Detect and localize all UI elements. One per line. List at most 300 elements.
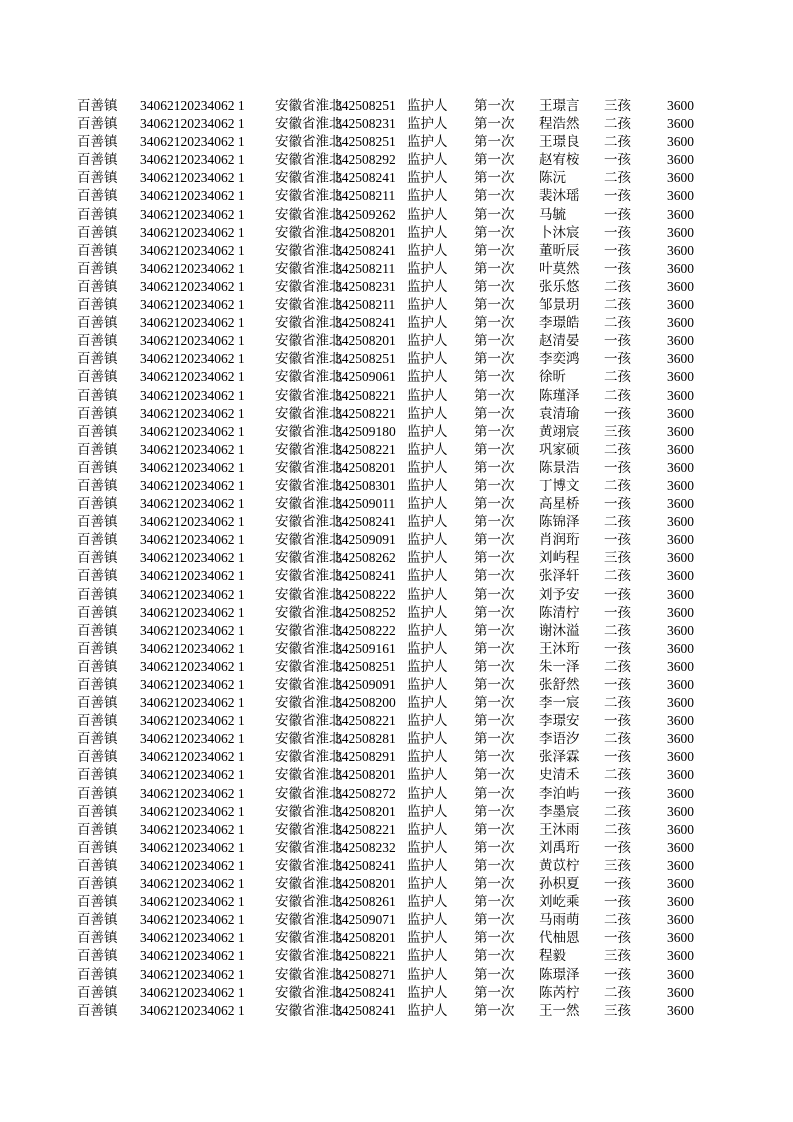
child-name-cell: 邹景玥 xyxy=(539,297,580,314)
amount-cell: 3600 xyxy=(667,333,694,349)
address-cell: 安徽省淮北 xyxy=(275,839,343,856)
birth-order-cell: 二孩 xyxy=(604,278,631,295)
table-row xyxy=(0,622,793,640)
code-cell: 34062120234062 1 xyxy=(140,387,245,403)
address-cell: 安徽省淮北 xyxy=(275,894,343,911)
table-row xyxy=(0,115,793,133)
role-cell: 监护人 xyxy=(407,477,448,494)
table-row xyxy=(0,350,793,368)
child-name-cell: 王一然 xyxy=(539,1002,580,1019)
table-row xyxy=(0,586,793,604)
table-row xyxy=(0,857,793,875)
table-row xyxy=(0,748,793,766)
role-cell: 监护人 xyxy=(407,170,448,187)
id-number-cell: 342508211 xyxy=(335,188,396,204)
role-cell: 监护人 xyxy=(407,459,448,476)
birth-order-cell: 一孩 xyxy=(604,894,631,911)
id-number-cell: 342508222 xyxy=(335,586,396,602)
birth-order-cell: 二孩 xyxy=(604,297,631,314)
id-number-cell: 342508201 xyxy=(335,930,396,946)
times-cell: 第一次 xyxy=(474,134,515,151)
birth-order-cell: 一孩 xyxy=(604,242,631,259)
id-number-cell: 342508211 xyxy=(335,297,396,313)
role-cell: 监护人 xyxy=(407,876,448,893)
table-row xyxy=(0,97,793,115)
role-cell: 监护人 xyxy=(407,423,448,440)
table-row xyxy=(0,260,793,278)
town-cell: 百善镇 xyxy=(77,188,118,205)
address-cell: 安徽省淮北 xyxy=(275,224,343,241)
address-cell: 安徽省淮北 xyxy=(275,423,343,440)
id-number-cell: 342508261 xyxy=(335,894,396,910)
table-row xyxy=(0,133,793,151)
table-row xyxy=(0,278,793,296)
address-cell: 安徽省淮北 xyxy=(275,387,343,404)
address-cell: 安徽省淮北 xyxy=(275,622,343,639)
town-cell: 百善镇 xyxy=(77,568,118,585)
role-cell: 监护人 xyxy=(407,514,448,531)
address-cell: 安徽省淮北 xyxy=(275,767,343,784)
code-cell: 34062120234062 1 xyxy=(140,514,245,530)
address-cell: 安徽省淮北 xyxy=(275,315,343,332)
id-number-cell: 342508251 xyxy=(335,98,396,113)
birth-order-cell: 一孩 xyxy=(604,713,631,730)
code-cell: 34062120234062 1 xyxy=(140,152,245,168)
address-cell: 安徽省淮北 xyxy=(275,677,343,693)
address-cell: 安徽省淮北 xyxy=(275,333,343,350)
town-cell: 百善镇 xyxy=(77,532,118,549)
amount-cell: 3600 xyxy=(667,749,694,765)
table-row xyxy=(0,694,793,712)
table-row xyxy=(0,839,793,857)
code-cell: 34062120234062 1 xyxy=(140,550,245,566)
amount-cell: 3600 xyxy=(667,459,694,475)
address-cell: 安徽省淮北 xyxy=(275,604,343,621)
role-cell: 监护人 xyxy=(407,767,448,784)
amount-cell: 3600 xyxy=(667,550,694,566)
times-cell: 第一次 xyxy=(474,966,515,983)
table-row xyxy=(0,477,793,495)
table-row xyxy=(0,984,793,1002)
role-cell: 监护人 xyxy=(407,677,448,693)
table-row xyxy=(0,314,793,332)
child-name-cell: 赵宥桉 xyxy=(539,152,580,169)
birth-order-cell: 二孩 xyxy=(604,170,631,187)
table-row xyxy=(0,785,793,803)
role-cell: 监护人 xyxy=(407,297,448,314)
role-cell: 监护人 xyxy=(407,966,448,983)
code-cell: 34062120234062 1 xyxy=(140,242,245,258)
times-cell: 第一次 xyxy=(474,640,515,657)
address-cell: 安徽省淮北 xyxy=(275,803,343,820)
amount-cell: 3600 xyxy=(667,532,694,548)
id-number-cell: 342508231 xyxy=(335,116,396,132)
town-cell: 百善镇 xyxy=(77,640,118,657)
table-row xyxy=(0,423,793,441)
town-cell: 百善镇 xyxy=(77,604,118,621)
role-cell: 监护人 xyxy=(407,803,448,820)
birth-order-cell: 一孩 xyxy=(604,640,631,657)
town-cell: 百善镇 xyxy=(77,767,118,784)
id-number-cell: 342508221 xyxy=(335,405,396,421)
town-cell: 百善镇 xyxy=(77,170,118,187)
town-cell: 百善镇 xyxy=(77,116,118,133)
child-name-cell: 陈沅 xyxy=(539,170,566,187)
child-name-cell: 朱一泽 xyxy=(539,658,580,675)
code-cell: 34062120234062 1 xyxy=(140,405,245,421)
times-cell: 第一次 xyxy=(474,224,515,241)
birth-order-cell: 二孩 xyxy=(604,387,631,404)
birth-order-cell: 三孩 xyxy=(604,857,631,874)
amount-cell: 3600 xyxy=(667,170,694,186)
address-cell: 安徽省淮北 xyxy=(275,749,343,766)
address-cell: 安徽省淮北 xyxy=(275,188,343,205)
id-number-cell: 342508241 xyxy=(335,984,396,1000)
town-cell: 百善镇 xyxy=(77,242,118,259)
amount-cell: 3600 xyxy=(667,224,694,240)
amount-cell: 3600 xyxy=(667,496,694,512)
times-cell: 第一次 xyxy=(474,695,515,712)
amount-cell: 3600 xyxy=(667,1002,694,1018)
table-row xyxy=(0,966,793,984)
id-number-cell: 342508201 xyxy=(335,767,396,783)
code-cell: 34062120234062 1 xyxy=(140,839,245,855)
role-cell: 监护人 xyxy=(407,98,448,114)
birth-order-cell: 一孩 xyxy=(604,206,631,223)
role-cell: 监护人 xyxy=(407,604,448,621)
child-name-cell: 程毅 xyxy=(539,948,566,965)
id-number-cell: 342508200 xyxy=(335,695,396,711)
amount-cell: 3600 xyxy=(667,514,694,530)
amount-cell: 3600 xyxy=(667,713,694,729)
table-row xyxy=(0,224,793,242)
child-name-cell: 李泊屿 xyxy=(539,785,580,802)
id-number-cell: 342508281 xyxy=(335,731,396,747)
id-number-cell: 342508201 xyxy=(335,459,396,475)
address-cell: 安徽省淮北 xyxy=(275,351,343,368)
times-cell: 第一次 xyxy=(474,821,515,838)
birth-order-cell: 三孩 xyxy=(604,948,631,965)
town-cell: 百善镇 xyxy=(77,876,118,893)
times-cell: 第一次 xyxy=(474,857,515,874)
table-row xyxy=(0,803,793,821)
id-number-cell: 342508241 xyxy=(335,315,396,331)
times-cell: 第一次 xyxy=(474,839,515,856)
code-cell: 34062120234062 1 xyxy=(140,984,245,1000)
times-cell: 第一次 xyxy=(474,206,515,223)
town-cell: 百善镇 xyxy=(77,695,118,712)
child-name-cell: 李语汐 xyxy=(539,731,580,748)
role-cell: 监护人 xyxy=(407,369,448,386)
table-row xyxy=(0,893,793,911)
address-cell: 安徽省淮北 xyxy=(275,568,343,585)
amount-cell: 3600 xyxy=(667,731,694,747)
code-cell: 34062120234062 1 xyxy=(140,206,245,222)
times-cell: 第一次 xyxy=(474,550,515,567)
amount-cell: 3600 xyxy=(667,821,694,837)
role-cell: 监护人 xyxy=(407,984,448,1001)
amount-cell: 3600 xyxy=(667,984,694,1000)
role-cell: 监护人 xyxy=(407,206,448,223)
address-cell: 安徽省淮北 xyxy=(275,98,343,114)
address-cell: 安徽省淮北 xyxy=(275,984,343,1001)
child-name-cell: 张泽霖 xyxy=(539,749,580,766)
child-name-cell: 肖润珩 xyxy=(539,532,580,549)
birth-order-cell: 二孩 xyxy=(604,116,631,133)
birth-order-cell: 二孩 xyxy=(604,441,631,458)
address-cell: 安徽省淮北 xyxy=(275,134,343,151)
birth-order-cell: 三孩 xyxy=(604,423,631,440)
child-name-cell: 王璟言 xyxy=(539,98,580,114)
id-number-cell: 342509091 xyxy=(335,677,396,692)
code-cell: 34062120234062 1 xyxy=(140,966,245,982)
amount-cell: 3600 xyxy=(667,857,694,873)
id-number-cell: 342508221 xyxy=(335,713,396,729)
town-cell: 百善镇 xyxy=(77,966,118,983)
town-cell: 百善镇 xyxy=(77,713,118,730)
child-name-cell: 陈清柠 xyxy=(539,604,580,621)
times-cell: 第一次 xyxy=(474,568,515,585)
amount-cell: 3600 xyxy=(667,315,694,331)
id-number-cell: 342508201 xyxy=(335,224,396,240)
birth-order-cell: 二孩 xyxy=(604,658,631,675)
town-cell: 百善镇 xyxy=(77,785,118,802)
role-cell: 监护人 xyxy=(407,260,448,277)
birth-order-cell: 一孩 xyxy=(604,459,631,476)
birth-order-cell: 一孩 xyxy=(604,604,631,621)
id-number-cell: 342508241 xyxy=(335,568,396,584)
birth-order-cell: 二孩 xyxy=(604,803,631,820)
id-number-cell: 342508262 xyxy=(335,550,396,566)
child-name-cell: 丁博文 xyxy=(539,477,580,494)
town-cell: 百善镇 xyxy=(77,441,118,458)
address-cell: 安徽省淮北 xyxy=(275,152,343,169)
code-cell: 34062120234062 1 xyxy=(140,116,245,132)
role-cell: 监护人 xyxy=(407,188,448,205)
town-cell: 百善镇 xyxy=(77,496,118,513)
role-cell: 监护人 xyxy=(407,948,448,965)
times-cell: 第一次 xyxy=(474,98,515,114)
amount-cell: 3600 xyxy=(667,369,694,385)
code-cell: 34062120234062 1 xyxy=(140,134,245,150)
table-row xyxy=(0,766,793,784)
town-cell: 百善镇 xyxy=(77,387,118,404)
times-cell: 第一次 xyxy=(474,387,515,404)
birth-order-cell: 二孩 xyxy=(604,767,631,784)
table-row xyxy=(0,296,793,314)
amount-cell: 3600 xyxy=(667,586,694,602)
code-cell: 34062120234062 1 xyxy=(140,604,245,620)
role-cell: 监护人 xyxy=(407,387,448,404)
amount-cell: 3600 xyxy=(667,966,694,982)
child-name-cell: 史清禾 xyxy=(539,767,580,784)
role-cell: 监护人 xyxy=(407,441,448,458)
town-cell: 百善镇 xyxy=(77,297,118,314)
address-cell: 安徽省淮北 xyxy=(275,930,343,947)
town-cell: 百善镇 xyxy=(77,315,118,332)
role-cell: 监护人 xyxy=(407,315,448,332)
amount-cell: 3600 xyxy=(667,948,694,964)
role-cell: 监护人 xyxy=(407,116,448,133)
id-number-cell: 342508241 xyxy=(335,1002,396,1018)
code-cell: 34062120234062 1 xyxy=(140,188,245,204)
child-name-cell: 孙枳夏 xyxy=(539,876,580,893)
amount-cell: 3600 xyxy=(667,785,694,801)
child-name-cell: 代柚恩 xyxy=(539,930,580,947)
address-cell: 安徽省淮北 xyxy=(275,477,343,494)
role-cell: 监护人 xyxy=(407,930,448,947)
town-cell: 百善镇 xyxy=(77,224,118,241)
id-number-cell: 342508252 xyxy=(335,604,396,620)
birth-order-cell: 二孩 xyxy=(604,622,631,639)
amount-cell: 3600 xyxy=(667,658,694,674)
code-cell: 34062120234062 1 xyxy=(140,369,245,385)
role-cell: 监护人 xyxy=(407,640,448,657)
id-number-cell: 342509161 xyxy=(335,640,396,656)
town-cell: 百善镇 xyxy=(77,677,118,693)
amount-cell: 3600 xyxy=(667,206,694,222)
address-cell: 安徽省淮北 xyxy=(275,948,343,965)
child-name-cell: 李璟安 xyxy=(539,713,580,730)
id-number-cell: 342508241 xyxy=(335,242,396,258)
town-cell: 百善镇 xyxy=(77,821,118,838)
times-cell: 第一次 xyxy=(474,894,515,911)
id-number-cell: 342509071 xyxy=(335,912,396,928)
child-name-cell: 卜沐宸 xyxy=(539,224,580,241)
code-cell: 34062120234062 1 xyxy=(140,278,245,294)
role-cell: 监护人 xyxy=(407,839,448,856)
code-cell: 34062120234062 1 xyxy=(140,315,245,331)
child-name-cell: 王璟良 xyxy=(539,134,580,151)
amount-cell: 3600 xyxy=(667,894,694,910)
birth-order-cell: 二孩 xyxy=(604,984,631,1001)
id-number-cell: 342508291 xyxy=(335,749,396,765)
id-number-cell: 342508301 xyxy=(335,477,396,493)
role-cell: 监护人 xyxy=(407,821,448,838)
id-number-cell: 342508241 xyxy=(335,857,396,873)
code-cell: 34062120234062 1 xyxy=(140,948,245,964)
code-cell: 34062120234062 1 xyxy=(140,459,245,475)
child-name-cell: 裴沐瑶 xyxy=(539,188,580,205)
data-sheet xyxy=(0,97,793,1020)
child-name-cell: 高星桥 xyxy=(539,496,580,513)
id-number-cell: 342508251 xyxy=(335,658,396,674)
id-number-cell: 342508292 xyxy=(335,152,396,168)
role-cell: 监护人 xyxy=(407,785,448,802)
child-name-cell: 李墨宸 xyxy=(539,803,580,820)
birth-order-cell: 一孩 xyxy=(604,496,631,513)
times-cell: 第一次 xyxy=(474,677,515,693)
amount-cell: 3600 xyxy=(667,134,694,150)
code-cell: 34062120234062 1 xyxy=(140,477,245,493)
amount-cell: 3600 xyxy=(667,695,694,711)
table-row xyxy=(0,242,793,260)
code-cell: 34062120234062 1 xyxy=(140,803,245,819)
address-cell: 安徽省淮北 xyxy=(275,912,343,929)
code-cell: 34062120234062 1 xyxy=(140,677,245,692)
child-name-cell: 刘予安 xyxy=(539,586,580,603)
child-name-cell: 刘屿程 xyxy=(539,550,580,567)
id-number-cell: 342508232 xyxy=(335,839,396,855)
amount-cell: 3600 xyxy=(667,297,694,313)
code-cell: 34062120234062 1 xyxy=(140,876,245,892)
code-cell: 34062120234062 1 xyxy=(140,441,245,457)
birth-order-cell: 二孩 xyxy=(604,568,631,585)
table-row xyxy=(0,821,793,839)
times-cell: 第一次 xyxy=(474,912,515,929)
times-cell: 第一次 xyxy=(474,351,515,368)
birth-order-cell: 二孩 xyxy=(604,821,631,838)
amount-cell: 3600 xyxy=(667,604,694,620)
child-name-cell: 王沐雨 xyxy=(539,821,580,838)
child-name-cell: 张泽轩 xyxy=(539,568,580,585)
town-cell: 百善镇 xyxy=(77,658,118,675)
town-cell: 百善镇 xyxy=(77,333,118,350)
town-cell: 百善镇 xyxy=(77,459,118,476)
id-number-cell: 342508251 xyxy=(335,351,396,367)
code-cell: 34062120234062 1 xyxy=(140,749,245,765)
address-cell: 安徽省淮北 xyxy=(275,459,343,476)
table-row xyxy=(0,549,793,567)
town-cell: 百善镇 xyxy=(77,134,118,151)
role-cell: 监护人 xyxy=(407,857,448,874)
times-cell: 第一次 xyxy=(474,984,515,1001)
town-cell: 百善镇 xyxy=(77,152,118,169)
child-name-cell: 黄苡柠 xyxy=(539,857,580,874)
address-cell: 安徽省淮北 xyxy=(275,876,343,893)
town-cell: 百善镇 xyxy=(77,260,118,277)
code-cell: 34062120234062 1 xyxy=(140,821,245,837)
address-cell: 安徽省淮北 xyxy=(275,170,343,187)
child-name-cell: 黄翊宸 xyxy=(539,423,580,440)
address-cell: 安徽省淮北 xyxy=(275,405,343,422)
times-cell: 第一次 xyxy=(474,1002,515,1019)
id-number-cell: 342508221 xyxy=(335,441,396,457)
town-cell: 百善镇 xyxy=(77,351,118,368)
code-cell: 34062120234062 1 xyxy=(140,1002,245,1018)
amount-cell: 3600 xyxy=(667,188,694,204)
address-cell: 安徽省淮北 xyxy=(275,550,343,567)
role-cell: 监护人 xyxy=(407,351,448,368)
address-cell: 安徽省淮北 xyxy=(275,496,343,513)
child-name-cell: 马雨萌 xyxy=(539,912,580,929)
role-cell: 监护人 xyxy=(407,586,448,603)
role-cell: 监护人 xyxy=(407,658,448,675)
times-cell: 第一次 xyxy=(474,767,515,784)
table-row xyxy=(0,730,793,748)
times-cell: 第一次 xyxy=(474,876,515,893)
amount-cell: 3600 xyxy=(667,803,694,819)
address-cell: 安徽省淮北 xyxy=(275,966,343,983)
id-number-cell: 342508272 xyxy=(335,785,396,801)
times-cell: 第一次 xyxy=(474,586,515,603)
child-name-cell: 刘禹珩 xyxy=(539,839,580,856)
child-name-cell: 谢沐溢 xyxy=(539,622,580,639)
town-cell: 百善镇 xyxy=(77,930,118,947)
id-number-cell: 342508241 xyxy=(335,514,396,530)
times-cell: 第一次 xyxy=(474,405,515,422)
role-cell: 监护人 xyxy=(407,894,448,911)
town-cell: 百善镇 xyxy=(77,622,118,639)
times-cell: 第一次 xyxy=(474,496,515,513)
table-row xyxy=(0,604,793,622)
town-cell: 百善镇 xyxy=(77,749,118,766)
child-name-cell: 陈景浩 xyxy=(539,459,580,476)
id-number-cell: 342509180 xyxy=(335,423,396,439)
child-name-cell: 袁清瑜 xyxy=(539,405,580,422)
role-cell: 监护人 xyxy=(407,152,448,169)
id-number-cell: 342508201 xyxy=(335,333,396,349)
